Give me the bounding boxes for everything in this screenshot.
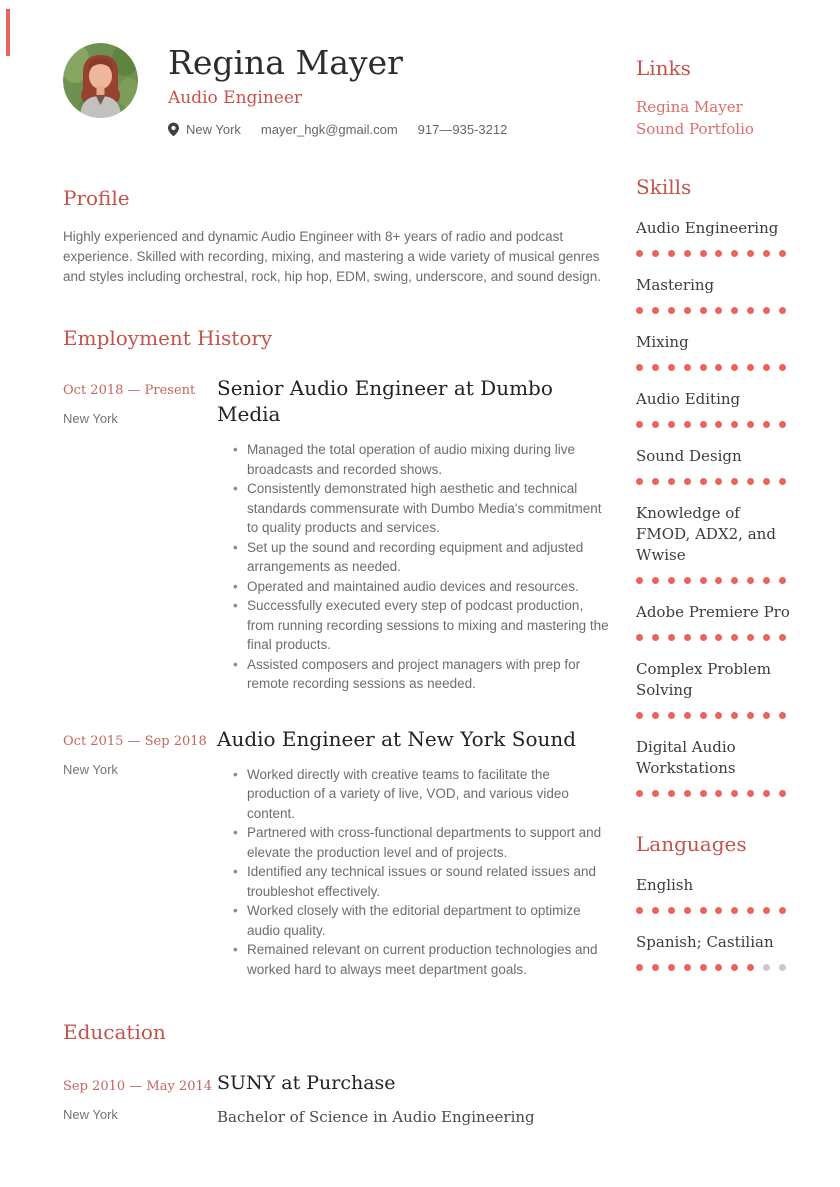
candidate-name: Regina Mayer: [168, 43, 403, 82]
rating-dot: [668, 478, 675, 485]
job-location: New York: [63, 411, 118, 426]
rating-dot: [715, 964, 722, 971]
contact-email: mayer_hgk@gmail.com: [260, 122, 398, 137]
rating-dot: [763, 577, 770, 584]
header-text: [168, 43, 507, 137]
rating-dot: [684, 790, 691, 797]
rating-dot: [684, 421, 691, 428]
rating-dot: [731, 790, 738, 797]
rating-dot: [684, 307, 691, 314]
skill-item: [636, 389, 794, 428]
contact-phone: 917—935-3212: [417, 122, 508, 137]
rating-dot: [700, 421, 707, 428]
rating-dot: [700, 634, 707, 641]
rating-dot: [731, 964, 738, 971]
job-bullet: • Successfully executed every step of podcast production, from running recording sessions to mixing and mastering the final products.: [247, 596, 611, 655]
rating-dot: [779, 790, 786, 797]
rating-dot: [747, 907, 754, 914]
skill-label: Complex Problem Solving: [636, 660, 772, 699]
skill-rating: [636, 421, 786, 428]
rating-dot: [731, 421, 738, 428]
rating-dot: [636, 907, 643, 914]
rating-dot: [700, 790, 707, 797]
job-bullet: • Set up the sound and recording equipment and adjusted arrangements as needed.: [247, 538, 611, 577]
skill-rating: [636, 790, 786, 797]
skill-rating: [636, 577, 786, 584]
rating-dot: [779, 307, 786, 314]
rating-dot: [652, 790, 659, 797]
rating-dot: [700, 250, 707, 257]
rating-dot: [731, 307, 738, 314]
rating-dot: [747, 250, 754, 257]
job-body: [217, 375, 611, 694]
languages-container: [636, 875, 794, 971]
rating-dot: [715, 634, 722, 641]
rating-dot: [668, 250, 675, 257]
skill-item: [636, 503, 794, 584]
rating-dot: [763, 907, 770, 914]
rating-dot: [715, 577, 722, 584]
rating-dot: [636, 790, 643, 797]
jobs-container: [63, 375, 611, 979]
contact-row: [168, 122, 507, 137]
location-pin-icon: [168, 122, 179, 137]
education-heading: Education: [63, 1020, 166, 1044]
rating-dot: [652, 634, 659, 641]
skill-item: [636, 875, 794, 914]
skill-label: Adobe Premiere Pro: [636, 603, 790, 621]
rating-dot: [668, 964, 675, 971]
rating-dot: [731, 634, 738, 641]
portfolio-link[interactable]: Regina Mayer Sound Portfolio: [636, 98, 754, 138]
job-bullet: • Operated and maintained audio devices and resources.: [247, 577, 611, 597]
employment-entry: [63, 375, 611, 694]
education-entries: [63, 1071, 611, 1127]
job-bullet: • Worked directly with creative teams to facilitate the production of a variety of live, VOD, and various video content.: [247, 765, 611, 824]
job-body: [217, 726, 611, 980]
rating-dot: [636, 478, 643, 485]
rating-dot: [668, 307, 675, 314]
rating-dot: [779, 478, 786, 485]
rating-dot: [715, 790, 722, 797]
rating-dot: [747, 790, 754, 797]
employment-heading: Employment History: [63, 326, 273, 350]
rating-dot: [684, 964, 691, 971]
skill-label: Audio Editing: [636, 390, 741, 408]
rating-dot: [763, 364, 770, 371]
education-entry: [63, 1071, 611, 1127]
page-edge-accent-mark: [6, 9, 10, 56]
rating-dot: [652, 907, 659, 914]
job-meta: [63, 375, 217, 694]
skill-rating: [636, 712, 786, 719]
job-bullet: • Remained relevant on current production technologies and worked hard to always meet department goals.: [247, 940, 611, 979]
rating-dot: [668, 790, 675, 797]
rating-dot: [779, 712, 786, 719]
skill-label: Sound Design: [636, 447, 742, 465]
rating-dot: [636, 307, 643, 314]
job-title: Audio Engineer at New York Sound: [217, 726, 577, 751]
rating-dot: [668, 634, 675, 641]
job-bullet-list: [217, 765, 611, 980]
rating-dot: [731, 250, 738, 257]
rating-dot: [636, 250, 643, 257]
rating-dot: [779, 577, 786, 584]
rating-dot: [636, 964, 643, 971]
candidate-title: Audio Engineer: [168, 88, 303, 108]
job-bullet: • Consistently demonstrated high aesthetic and technical standards commensurate with Dumbo Media's commitment to quality products and services.: [247, 479, 611, 538]
skill-item: [636, 218, 794, 257]
portrait-image: [63, 43, 138, 118]
profile-section: [63, 185, 611, 287]
skill-rating: [636, 478, 786, 485]
rating-dot: [684, 478, 691, 485]
rating-dot: [652, 364, 659, 371]
skill-label: Audio Engineering: [636, 219, 779, 237]
skill-rating: [636, 307, 786, 314]
rating-dot: [700, 364, 707, 371]
job-dates: Oct 2018 — Present: [63, 383, 196, 398]
rating-dot: [747, 364, 754, 371]
rating-dot: [668, 577, 675, 584]
rating-dot: [715, 478, 722, 485]
skill-label: Knowledge of FMOD, ADX2, and Wwise: [636, 504, 776, 564]
rating-dot: [668, 907, 675, 914]
rating-dot: [636, 364, 643, 371]
profile-text: Highly experienced and dynamic Audio Engineer with 8+ years of radio and podcast experience. Skilled with recording, mixing, and mastering a wide variety of musical genres and styles including orchestral, rock, hip hop, EDM, swing, underscore, and sound design.: [63, 229, 602, 284]
education-meta: [63, 1071, 217, 1127]
job-bullet: • Partnered with cross-functional departments to support and elevate the production level and of projects.: [247, 823, 611, 862]
job-meta: [63, 726, 217, 980]
job-bullet-list: [217, 440, 611, 694]
skill-label: Mastering: [636, 276, 715, 294]
rating-dot: [636, 577, 643, 584]
education-degree: Bachelor of Science in Audio Engineering: [217, 1108, 535, 1126]
rating-dot: [668, 712, 675, 719]
employment-section: [63, 325, 611, 979]
skill-label: Digital Audio Workstations: [636, 738, 736, 777]
skill-label: Spanish; Castilian: [636, 933, 774, 951]
education-location: New York: [63, 1107, 118, 1122]
education-school: SUNY at Purchase: [217, 1072, 396, 1094]
profile-heading: Profile: [63, 186, 130, 210]
sidebar-column: [636, 43, 794, 1127]
skill-rating: [636, 364, 786, 371]
rating-dot: [700, 478, 707, 485]
links-section: [636, 55, 794, 140]
rating-dot: [668, 421, 675, 428]
rating-dot: [779, 250, 786, 257]
skill-item: [636, 602, 794, 641]
rating-dot: [700, 712, 707, 719]
rating-dot: [652, 478, 659, 485]
job-title: Senior Audio Engineer at Dumbo Media: [217, 376, 553, 426]
skill-item: [636, 737, 794, 797]
skills-section: [636, 174, 794, 797]
rating-dot: [763, 964, 770, 971]
links-heading: Links: [636, 56, 691, 80]
rating-dot: [715, 364, 722, 371]
job-location: New York: [63, 761, 118, 777]
rating-dot: [731, 712, 738, 719]
rating-dot: [715, 421, 722, 428]
rating-dot: [747, 964, 754, 971]
job-bullet: • Assisted composers and project managers with prep for remote recording sessions as needed.: [247, 655, 611, 694]
rating-dot: [636, 634, 643, 641]
rating-dot: [779, 907, 786, 914]
contact-location: New York: [186, 122, 241, 137]
rating-dot: [700, 307, 707, 314]
skill-rating: [636, 250, 786, 257]
languages-heading: Languages: [636, 832, 747, 856]
job-bullet: • Identified any technical issues or sound related issues and troubleshot effectively.: [247, 862, 611, 901]
job-dates: Oct 2015 — Sep 2018: [63, 733, 207, 749]
skill-label: English: [636, 876, 694, 894]
rating-dot: [731, 577, 738, 584]
rating-dot: [779, 634, 786, 641]
rating-dot: [636, 712, 643, 719]
rating-dot: [731, 907, 738, 914]
rating-dot: [763, 634, 770, 641]
rating-dot: [747, 478, 754, 485]
rating-dot: [652, 250, 659, 257]
rating-dot: [763, 790, 770, 797]
rating-dot: [763, 307, 770, 314]
skill-rating: [636, 964, 786, 971]
skills-container: [636, 218, 794, 797]
rating-dot: [763, 250, 770, 257]
rating-dot: [684, 712, 691, 719]
rating-dot: [747, 712, 754, 719]
skill-rating: [636, 634, 786, 641]
rating-dot: [700, 964, 707, 971]
employment-entry: [63, 726, 611, 980]
rating-dot: [779, 364, 786, 371]
rating-dot: [715, 712, 722, 719]
job-bullet: • Managed the total operation of audio mixing during live broadcasts and recorded shows.: [247, 440, 611, 479]
rating-dot: [763, 478, 770, 485]
rating-dot: [668, 364, 675, 371]
skills-heading: Skills: [636, 175, 692, 199]
rating-dot: [652, 307, 659, 314]
rating-dot: [684, 634, 691, 641]
rating-dot: [731, 364, 738, 371]
rating-dot: [763, 712, 770, 719]
rating-dot: [700, 907, 707, 914]
skill-item: [636, 932, 794, 971]
rating-dot: [747, 634, 754, 641]
rating-dot: [779, 421, 786, 428]
education-section: [63, 1019, 611, 1127]
skill-item: [636, 275, 794, 314]
rating-dot: [652, 964, 659, 971]
rating-dot: [684, 907, 691, 914]
resume-header: [63, 43, 611, 137]
rating-dot: [684, 577, 691, 584]
rating-dot: [747, 577, 754, 584]
rating-dot: [636, 421, 643, 428]
skill-item: [636, 446, 794, 485]
rating-dot: [652, 421, 659, 428]
rating-dot: [763, 421, 770, 428]
main-column: [63, 43, 611, 1127]
languages-section: [636, 831, 794, 971]
skill-label: Mixing: [636, 333, 689, 351]
rating-dot: [700, 577, 707, 584]
rating-dot: [684, 250, 691, 257]
rating-dot: [715, 250, 722, 257]
rating-dot: [652, 577, 659, 584]
links-container: [636, 96, 794, 140]
rating-dot: [747, 421, 754, 428]
skill-item: [636, 332, 794, 371]
rating-dot: [715, 307, 722, 314]
job-bullet: • Worked closely with the editorial department to optimize audio quality.: [247, 901, 611, 940]
rating-dot: [684, 364, 691, 371]
education-dates: Sep 2010 — May 2014: [63, 1079, 213, 1094]
education-body: [217, 1071, 535, 1127]
skill-item: [636, 659, 794, 719]
rating-dot: [652, 712, 659, 719]
rating-dot: [747, 307, 754, 314]
profile-photo: [63, 43, 138, 118]
skill-rating: [636, 907, 786, 914]
rating-dot: [715, 907, 722, 914]
rating-dot: [731, 478, 738, 485]
rating-dot: [779, 964, 786, 971]
